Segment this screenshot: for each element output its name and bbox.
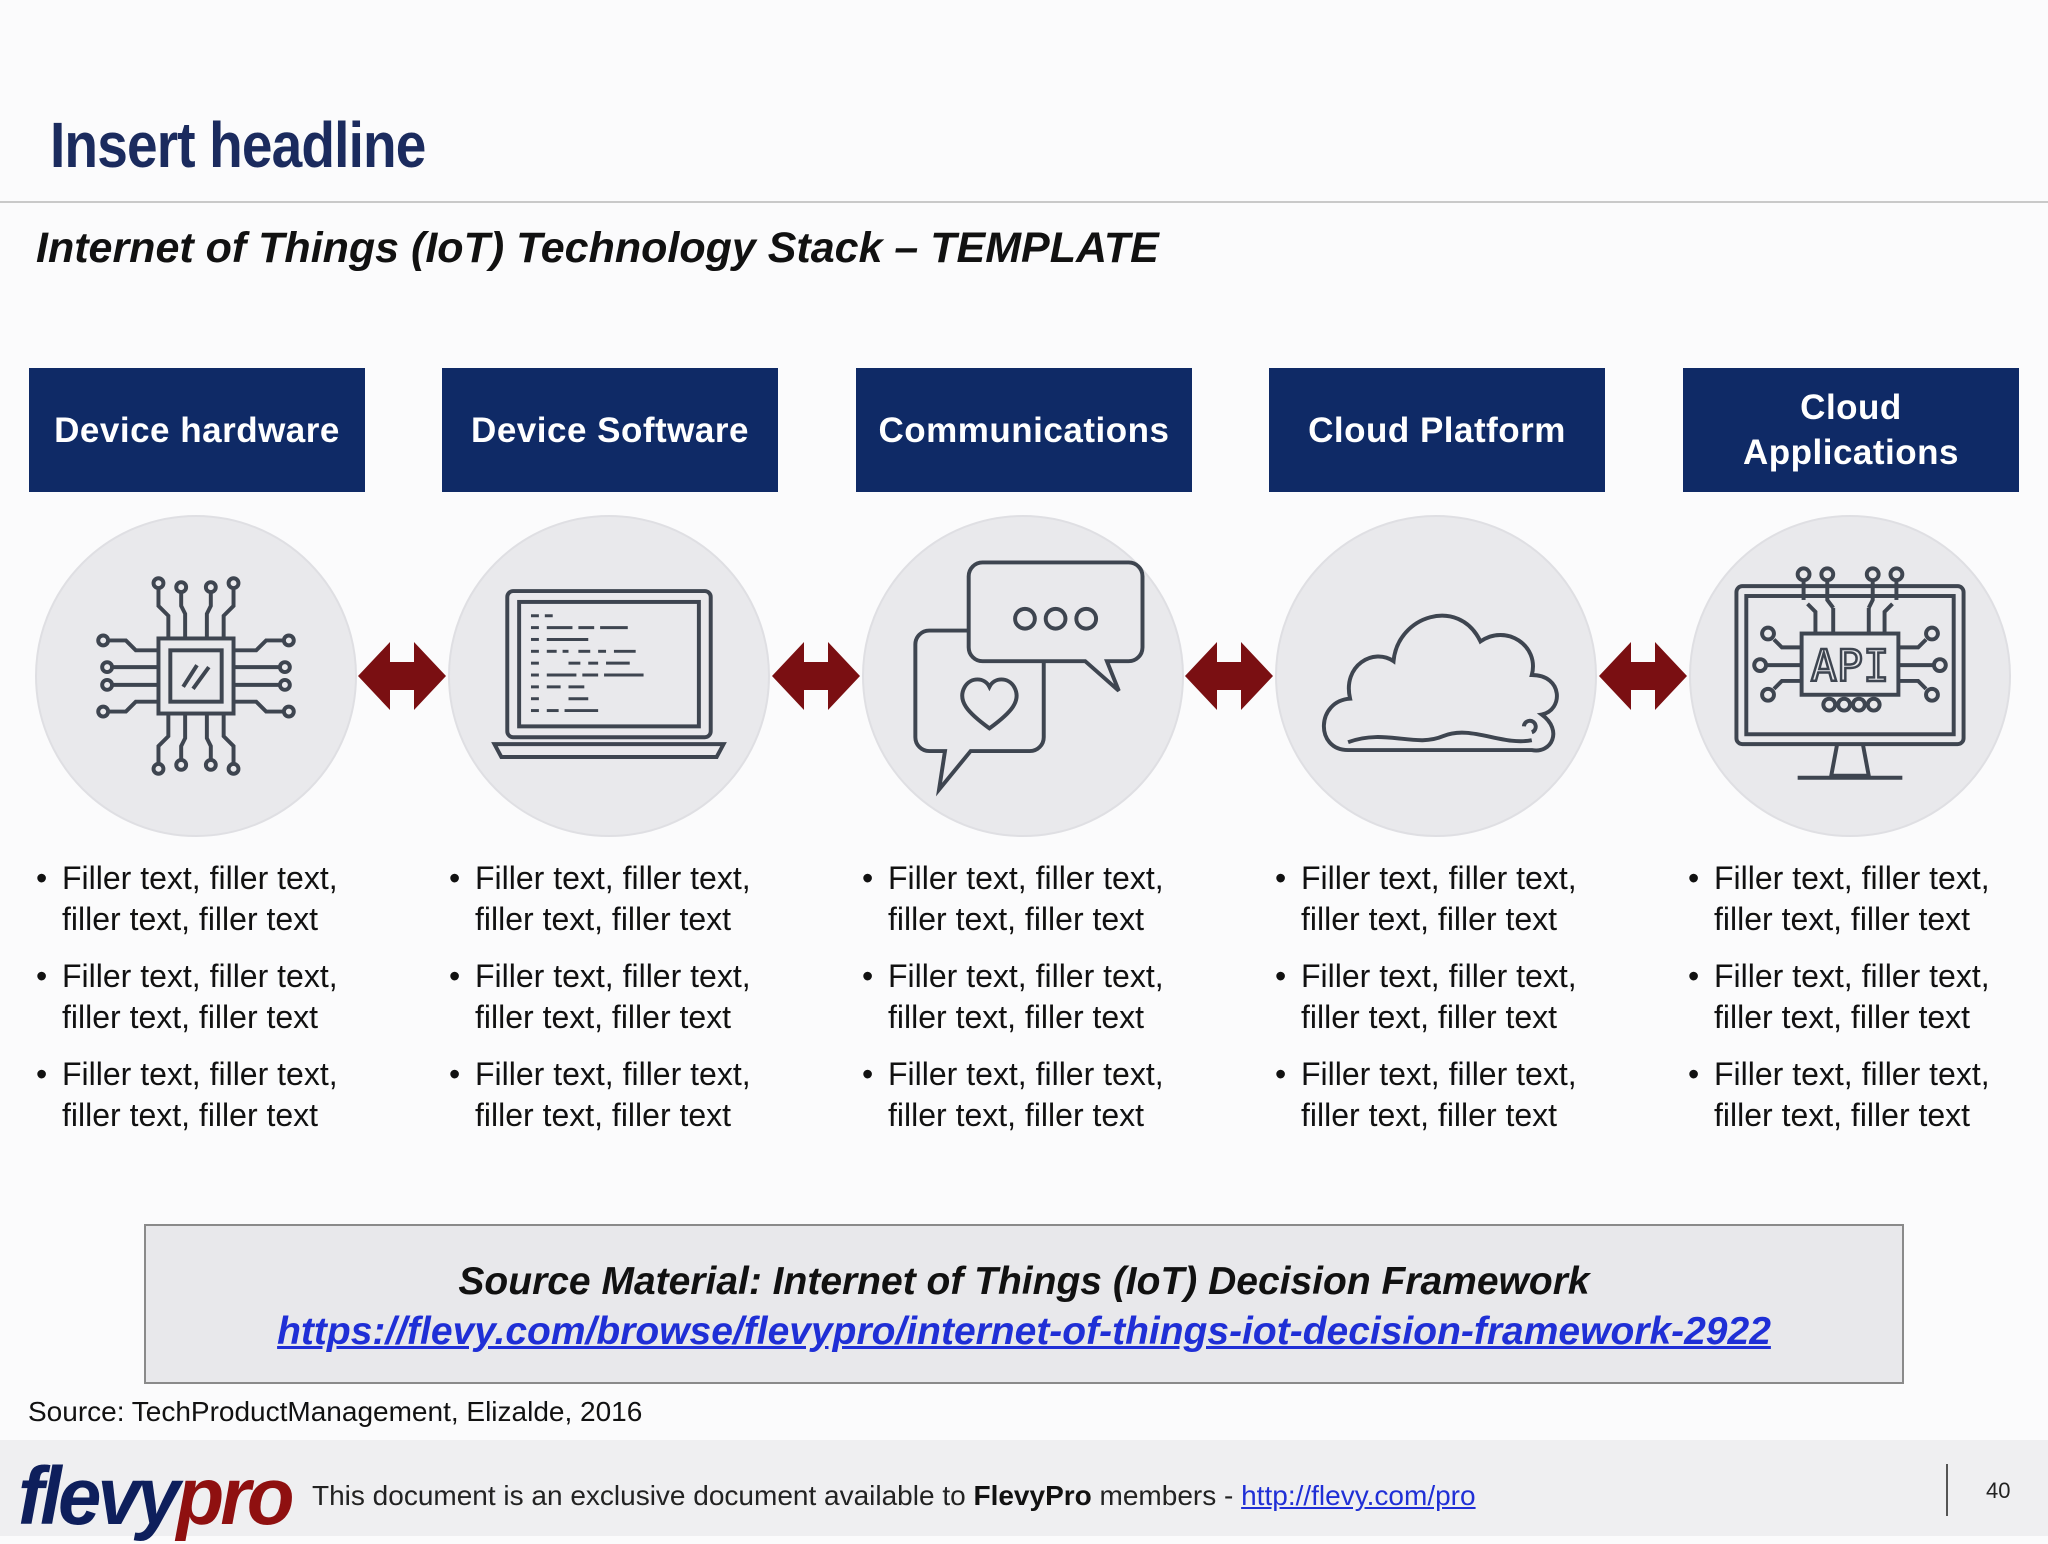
stage-header-communications: Communications [856,368,1192,492]
headline-divider [0,201,2048,203]
icon-circle-device-hardware [35,515,357,837]
icon-circle-cloud-applications [1689,515,2011,837]
list-item: • Filler text, filler text, filler text, filler text [449,1054,809,1136]
stage-header-cloud-applications: Cloud Applications [1683,368,2019,492]
bullet-list-cloud-applications [1688,858,2048,1152]
double-arrow-icon [358,638,446,714]
source-material-title: Source Material: Internet of Things (IoT) Decision Framework [458,1260,1590,1303]
laptop-code-icon [450,517,768,835]
list-item: • Filler text, filler text, filler text, filler text [449,956,809,1038]
stage-header-cloud-platform: Cloud Platform [1269,368,1605,492]
footer-divider [1946,1464,1948,1516]
list-item: • Filler text, filler text, filler text, filler text [862,858,1222,940]
list-item: • Filler text, filler text, filler text, filler text [36,858,396,940]
list-item: • Filler text, filler text, filler text, filler text [1688,956,2048,1038]
source-material-link[interactable]: https://flevy.com/browse/flevypro/internet-of-things-iot-decision-framework-2922 [277,1310,1771,1353]
list-item: • Filler text, filler text, filler text, filler text [36,1054,396,1136]
page-number: 40 [1986,1478,2011,1503]
flevypro-link[interactable]: http://flevy.com/pro [1241,1480,1476,1511]
api-monitor-icon [1691,517,2009,835]
page-subtitle: Internet of Things (IoT) Technology Stack – TEMPLATE [36,224,1159,272]
double-arrow-icon [772,638,860,714]
bullet-list-communications [862,858,1222,1152]
list-item: • Filler text, filler text, filler text, filler text [1275,1054,1635,1136]
list-item: • Filler text, filler text, filler text, filler text [1688,858,2048,940]
bullet-list-device-software [449,858,809,1152]
list-item: • Filler text, filler text, filler text, filler text [862,1054,1222,1136]
double-arrow-icon [1599,638,1687,714]
bullet-list-device-hardware [36,858,396,1152]
list-item: • Filler text, filler text, filler text, filler text [1275,858,1635,940]
microchip-icon [37,517,355,835]
stage-header-device-hardware: Device hardware [29,368,365,492]
chat-bubbles-icon [864,517,1182,835]
source-citation: Source: TechProductManagement, Elizalde, 2016 [28,1396,643,1427]
list-item: • Filler text, filler text, filler text, filler text [449,858,809,940]
cloud-icon [1277,517,1595,835]
icon-circle-device-software [448,515,770,837]
footer-text: This document is an exclusive document available to FlevyPro members - http://flevy.com/pro [312,1480,1476,1511]
bullet-list-cloud-platform [1275,858,1635,1152]
list-item: • Filler text, filler text, filler text, filler text [36,956,396,1038]
stage-header-device-software: Device Software [442,368,778,492]
flevypro-logo: flevypro [18,1451,291,1542]
list-item: • Filler text, filler text, filler text, filler text [1275,956,1635,1038]
icon-circle-communications [862,515,1184,837]
source-material-box [144,1224,1904,1384]
page-headline: Insert headline [50,109,426,181]
list-item: • Filler text, filler text, filler text, filler text [1688,1054,2048,1136]
svg-text:API: API [1810,641,1890,692]
list-item: • Filler text, filler text, filler text, filler text [862,956,1222,1038]
double-arrow-icon [1185,638,1273,714]
icon-circle-cloud-platform [1275,515,1597,837]
